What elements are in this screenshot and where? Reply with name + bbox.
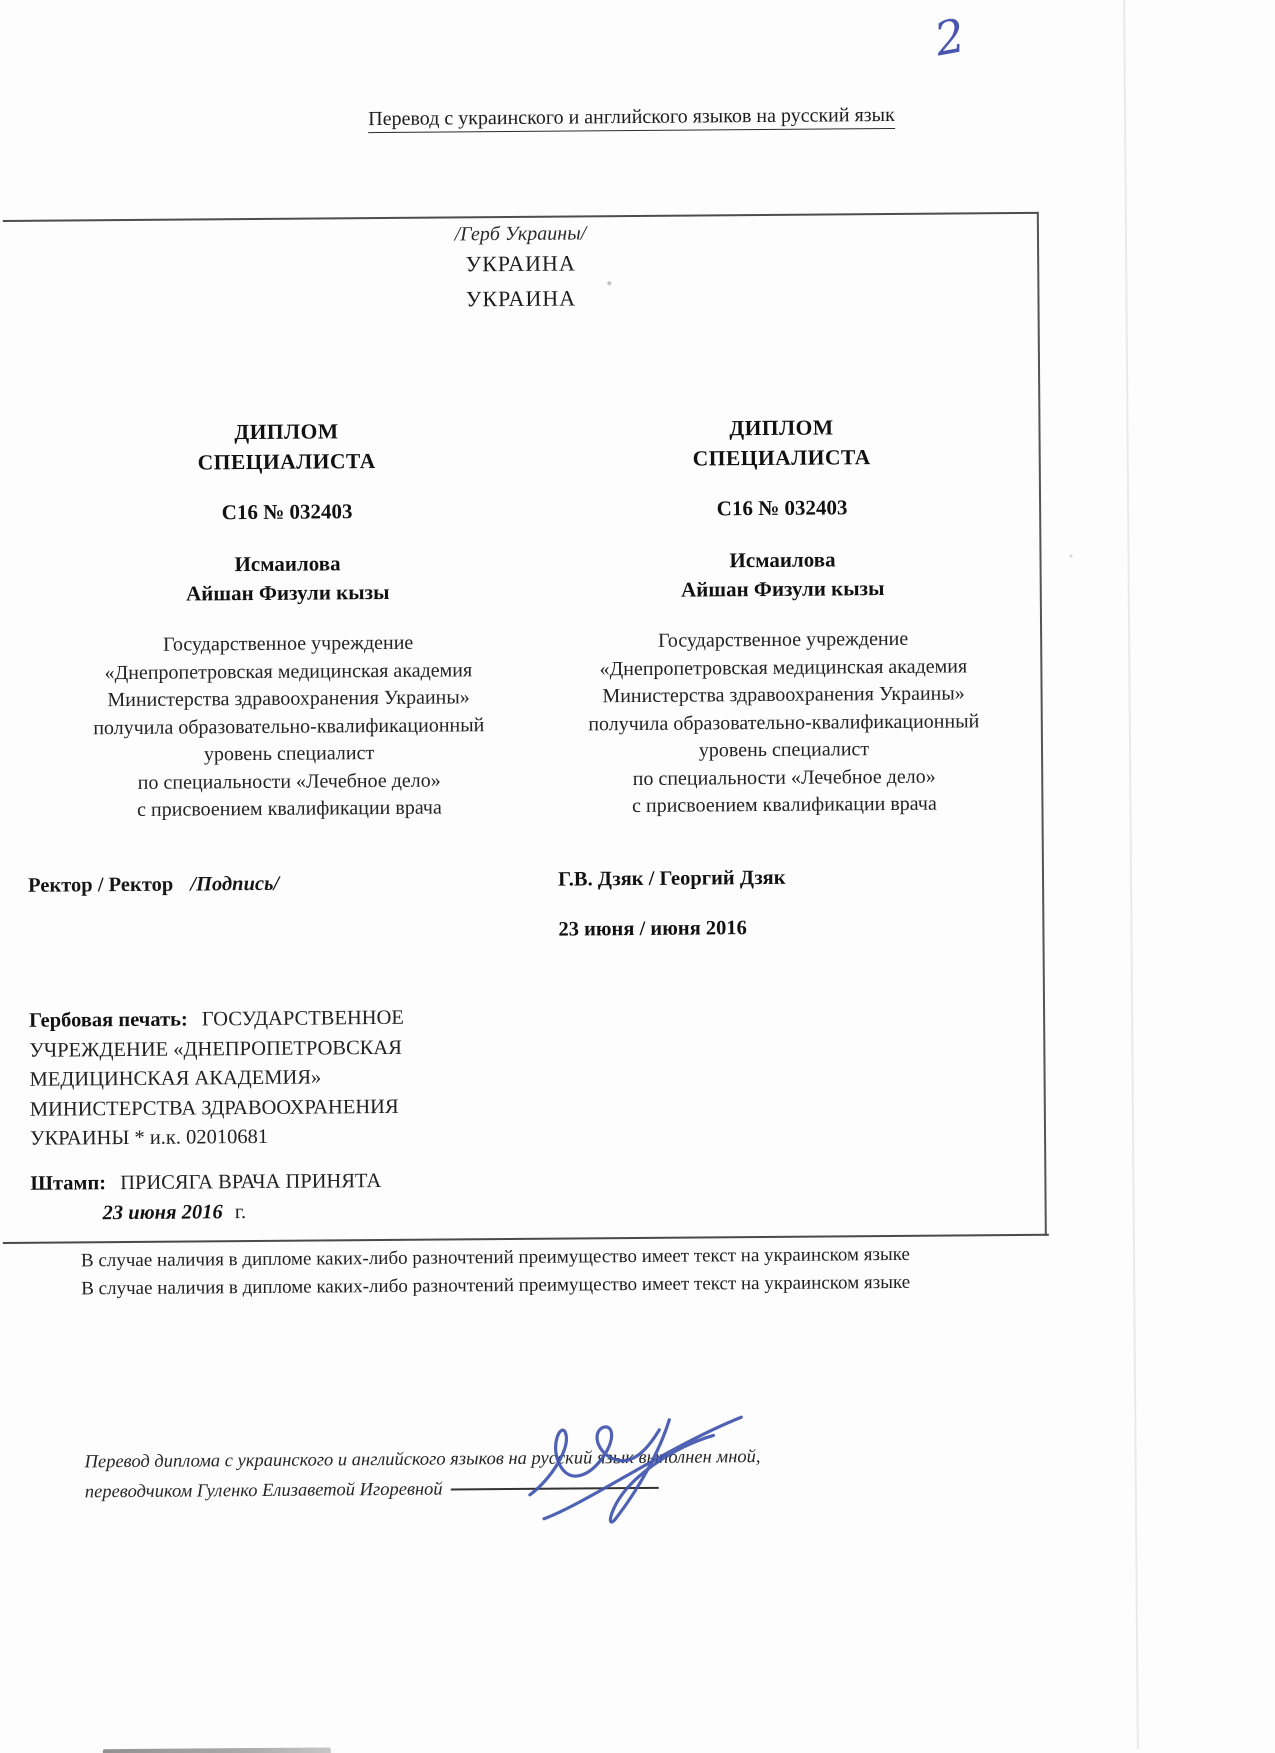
- country-name-russian: УКРАИНА: [465, 285, 577, 312]
- body-line: Государственное учреждение: [657, 627, 909, 652]
- stamp-date: 23 июня 2016: [102, 1201, 223, 1225]
- translation-header: [0, 101, 1269, 134]
- diploma-column-left: [56, 415, 519, 825]
- seal-line: [29, 1003, 509, 1036]
- seal-line: МЕДИЦИНСКАЯ АКАДЕМИЯ»: [29, 1066, 322, 1091]
- discrepancy-disclaimer-line2: В случае наличия в дипломе каких-либо разночтений преимущество имеет текст на украинском языке: [81, 1271, 911, 1300]
- seal-line: МИНИСТЕРСТВА ЗДРАВООХРАНЕНИЯ: [29, 1095, 399, 1121]
- body-line: получила образовательно-квалификационный: [93, 713, 485, 739]
- diploma-number: С16 № 032403: [221, 499, 353, 525]
- body-line: с присвоением квалификации врача: [137, 796, 442, 821]
- country-name-ukrainian: УКРАИНА: [465, 250, 576, 277]
- stamp-text: [30, 1170, 381, 1196]
- rector-name: Г.В. Дзяк / Георгий Дзяк: [557, 866, 786, 891]
- diploma-number: С16 № 032403: [716, 495, 848, 521]
- stamp-date-line: [103, 1201, 247, 1225]
- scan-speck: [1069, 555, 1072, 558]
- frame-right-line: [1037, 212, 1047, 1236]
- body-line: по специальности «Лечебное дело»: [137, 769, 441, 794]
- stamp-label: Штамп:: [30, 1172, 107, 1195]
- official-seal-text: [29, 1003, 510, 1154]
- discrepancy-disclaimer-line1: В случае наличия в дипломе каких-либо разночтений преимущество имеет текст на украинском языке: [80, 1243, 910, 1272]
- diploma-title-line2: СПЕЦИАЛИСТА: [197, 449, 376, 475]
- body-line: с присвоением квалификации врача: [632, 792, 937, 818]
- diploma-body: [58, 629, 519, 825]
- frame-bottom-line: [3, 1234, 1049, 1244]
- handwritten-page-number: 2: [930, 8, 970, 67]
- seal-label: Гербовая печать:: [29, 1008, 188, 1032]
- seal-text: ГОСУДАРСТВЕННОЕ: [201, 1006, 404, 1031]
- rector-signature-line: [28, 873, 279, 898]
- body-line: уровень специалист: [203, 742, 375, 766]
- diploma-body: [553, 625, 1014, 821]
- body-line: Государственное учреждение: [163, 631, 414, 656]
- holder-given-names: Айшан Физули кызы: [680, 576, 885, 602]
- holder-given-names: Айшан Физули кызы: [185, 579, 390, 606]
- translation-header-text: Перевод с украинского и английского языков на русский язык: [368, 104, 895, 133]
- body-line: получила образовательно-квалификационный: [588, 709, 980, 735]
- scan-artifact-bar: [103, 1747, 331, 1753]
- diploma-title-line2: СПЕЦИАЛИСТА: [692, 445, 871, 471]
- body-line: «Днепропетровская медицинская академия: [104, 658, 473, 684]
- rector-label: Ректор / Ректор: [27, 873, 174, 897]
- stamp-statement: ПРИСЯГА ВРАЧА ПРИНЯТА: [120, 1170, 382, 1195]
- coat-of-arms-note: /Герб Украины/: [454, 222, 587, 246]
- body-line: «Днепропетровская медицинская академия: [599, 654, 968, 680]
- issue-date: 23 июня / июня 2016: [558, 917, 747, 941]
- holder-surname: Исмаилова: [729, 547, 836, 573]
- scan-speck: [607, 281, 611, 285]
- body-line: по специальности «Лечебное дело»: [632, 765, 936, 790]
- holder-surname: Исмаилова: [234, 551, 341, 577]
- body-line: Министерства здравоохранения Украины»: [602, 682, 965, 708]
- paper-edge-shadow: [1123, 0, 1139, 1749]
- body-line: уровень специалист: [698, 738, 870, 762]
- seal-line: УЧРЕЖДЕНИЕ «ДНЕПРОПЕТРОВСКАЯ: [29, 1036, 402, 1062]
- diploma-title-line1: ДИПЛОМ: [234, 419, 339, 445]
- body-line: Министерства здравоохранения Украины»: [107, 686, 470, 712]
- translator-statement-line1: Перевод диплома с украинского и английского языков на русский язык выполнен мной,: [84, 1447, 761, 1473]
- signature-placeholder-note: /Подпись/: [190, 872, 280, 896]
- diploma-column-right: [551, 411, 1014, 821]
- translator-statement-text: переводчиком Гуленко Елизаветой Игоревной: [84, 1479, 443, 1503]
- seal-line: УКРАИНЫ * и.к. 02010681: [29, 1125, 269, 1150]
- handwritten-signature: [509, 1401, 790, 1538]
- stamp-date-suffix: г.: [234, 1201, 247, 1224]
- diploma-title-line1: ДИПЛОМ: [729, 415, 834, 441]
